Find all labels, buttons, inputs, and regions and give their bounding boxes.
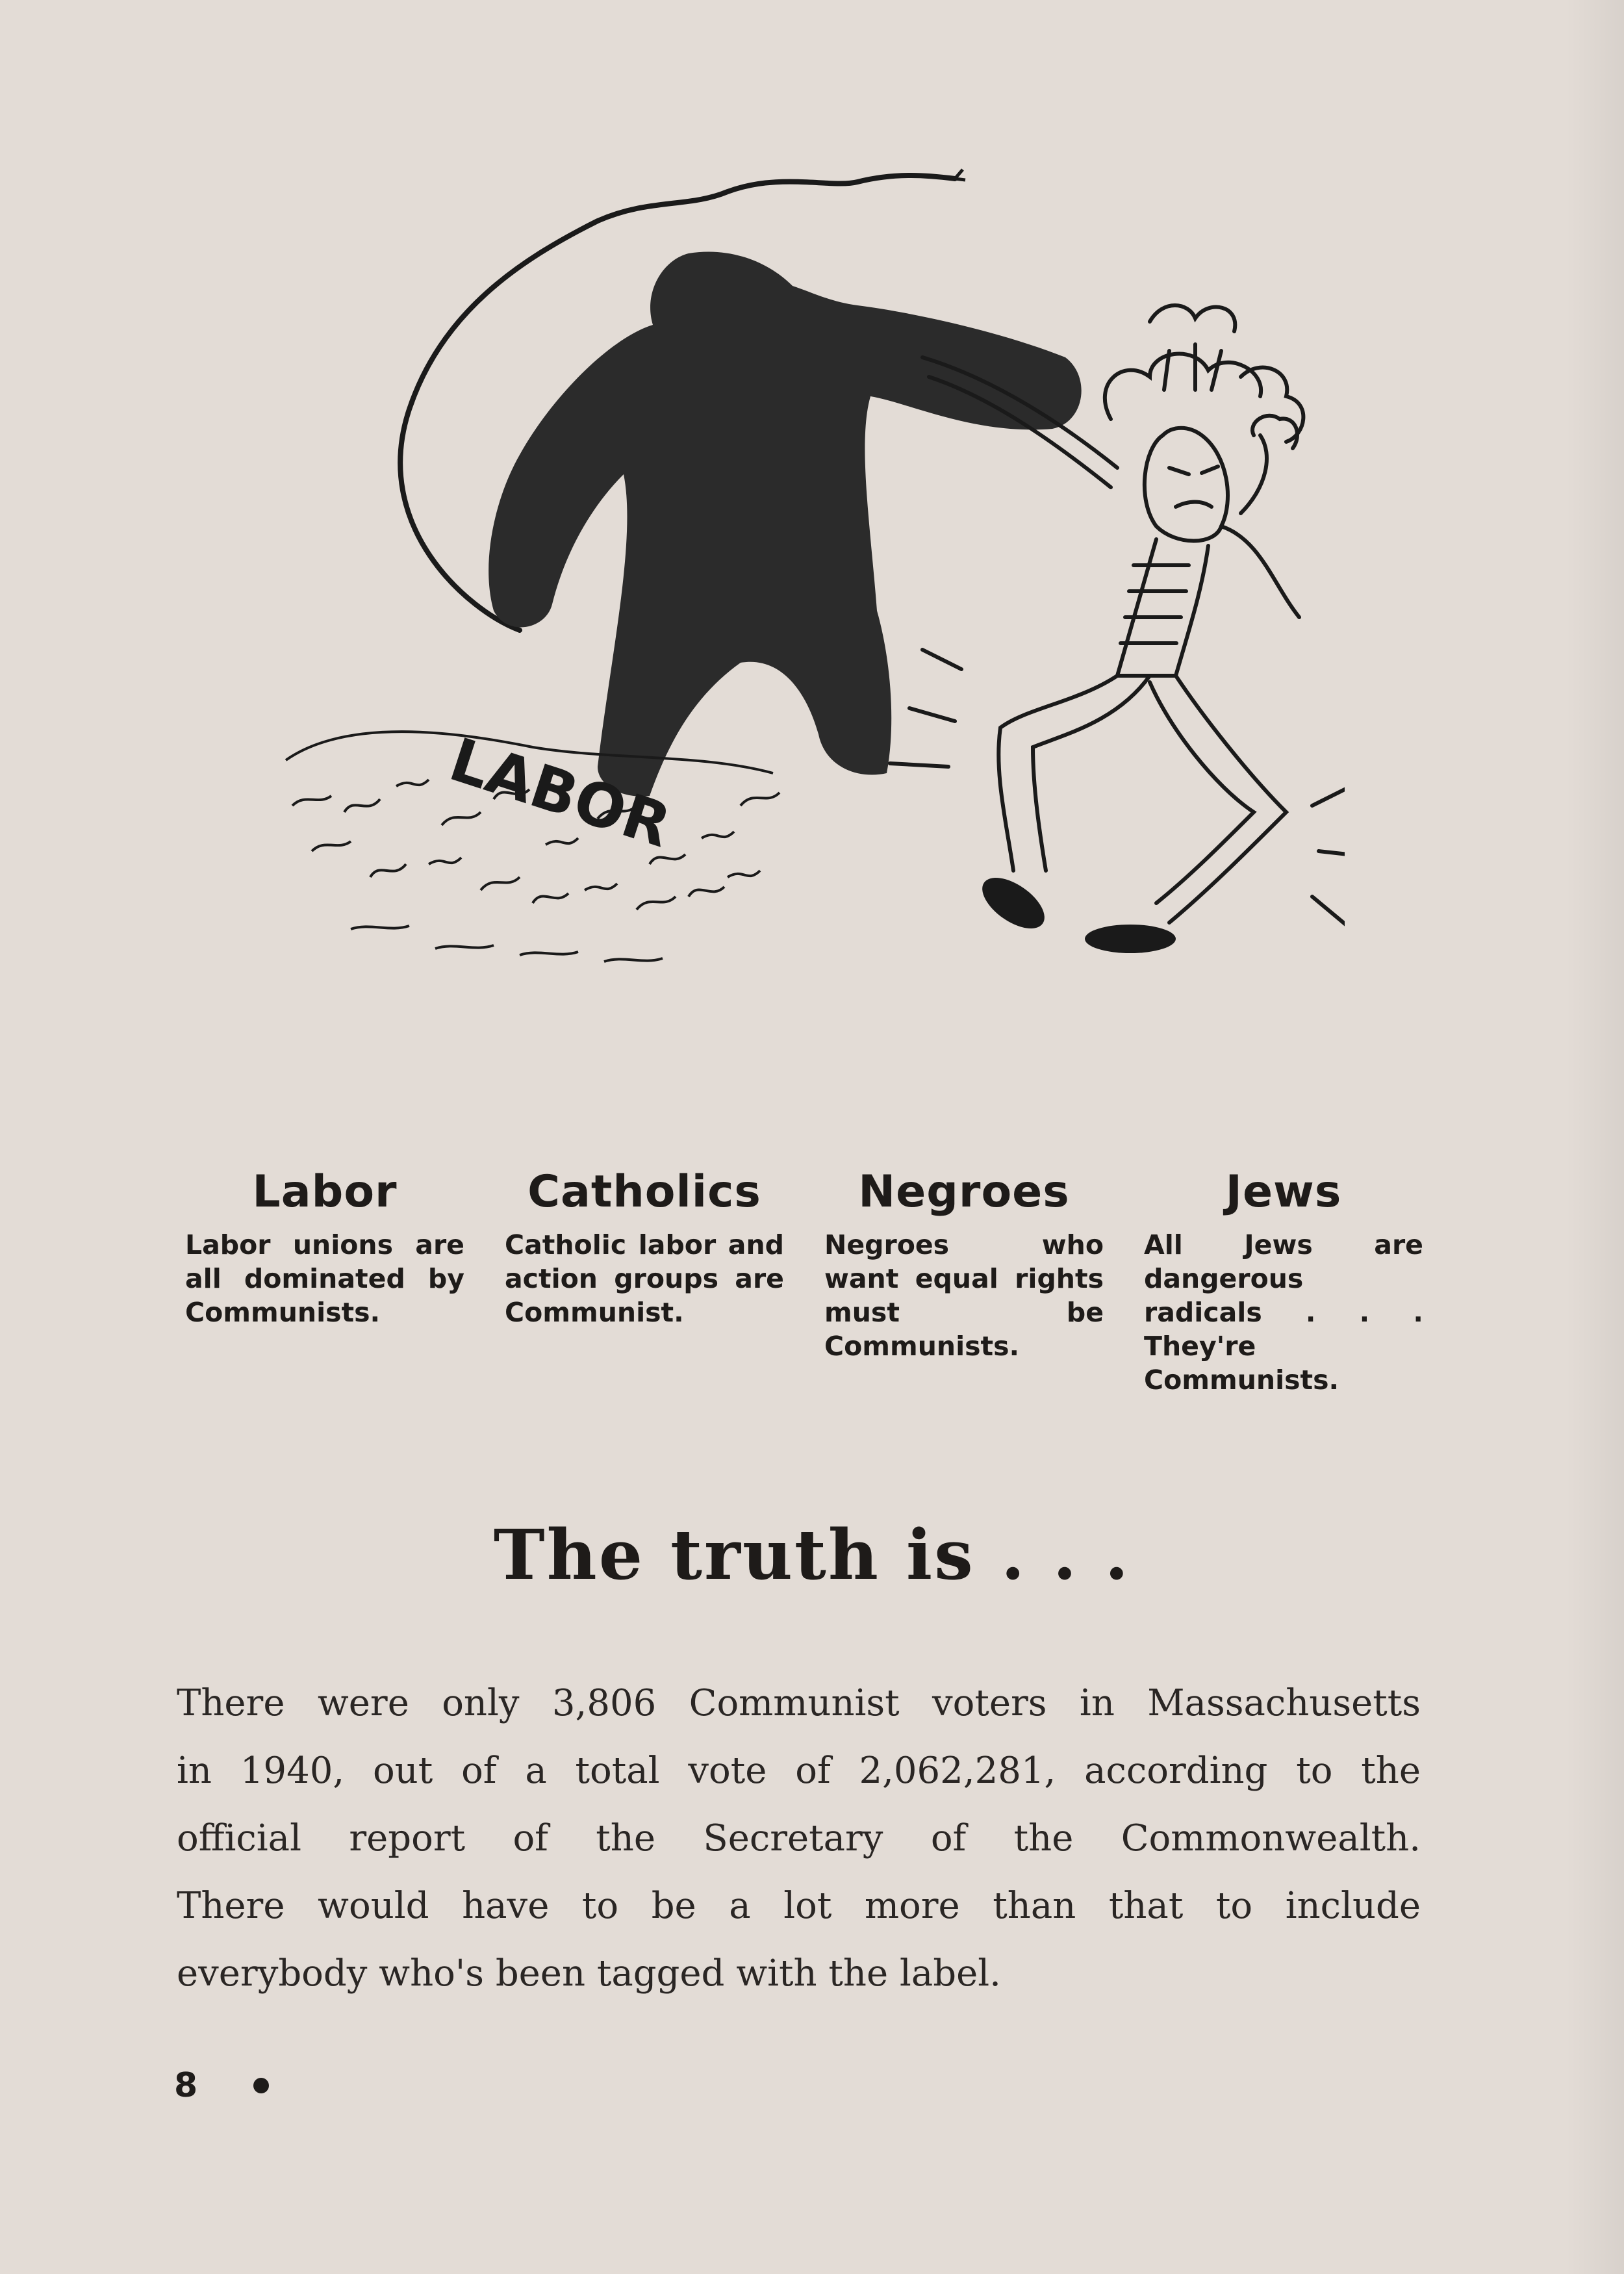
cartoon-illustration [273,162,1345,1053]
page-number: 8 [174,2066,198,2105]
column-heading: Negroes [858,1166,1070,1218]
labor-banner: LABOR [441,724,679,862]
left-shoe [974,868,1053,939]
page-edge-shadow [1566,0,1624,2274]
body-line: There were only 3,806 Communist voters in Massachusetts [177,1682,1421,1724]
shadow-figure [488,251,1082,796]
body-line: in 1940, out of a total vote of 2,062,281, according to the [177,1750,1421,1792]
bullet-dot-icon [253,2078,269,2093]
right-shoe [1085,925,1176,953]
truth-heading: The truth is . . . [493,1514,1131,1595]
column-jews [1144,1156,1423,1397]
body-line: There would have to be a lot more than that to include [177,1885,1421,1927]
column-text: All Jews are dangerous radicals . . . They're Communists. [1144,1229,1423,1396]
column-heading: Jews [1225,1166,1342,1218]
column-text: Negroes who want equal rights must be Communists. [824,1229,1104,1362]
column-heading: Labor [252,1166,398,1218]
cartoon-svg [273,162,1345,1053]
column-text: Labor unions are all dominated by Communists. [185,1229,464,1328]
column-text: Catholic labor and action groups are Communist. [505,1229,784,1328]
column-negroes [824,1156,1104,1363]
body-line: everybody who's been tagged with the label. [177,1952,1001,1995]
body-line: official report of the Secretary of the Commonwealth. [177,1817,1421,1859]
stereotype-columns [185,1156,1426,1396]
column-catholics [505,1156,784,1329]
column-labor [185,1156,464,1329]
body-paragraph [177,1670,1421,2008]
column-heading: Catholics [527,1166,761,1218]
